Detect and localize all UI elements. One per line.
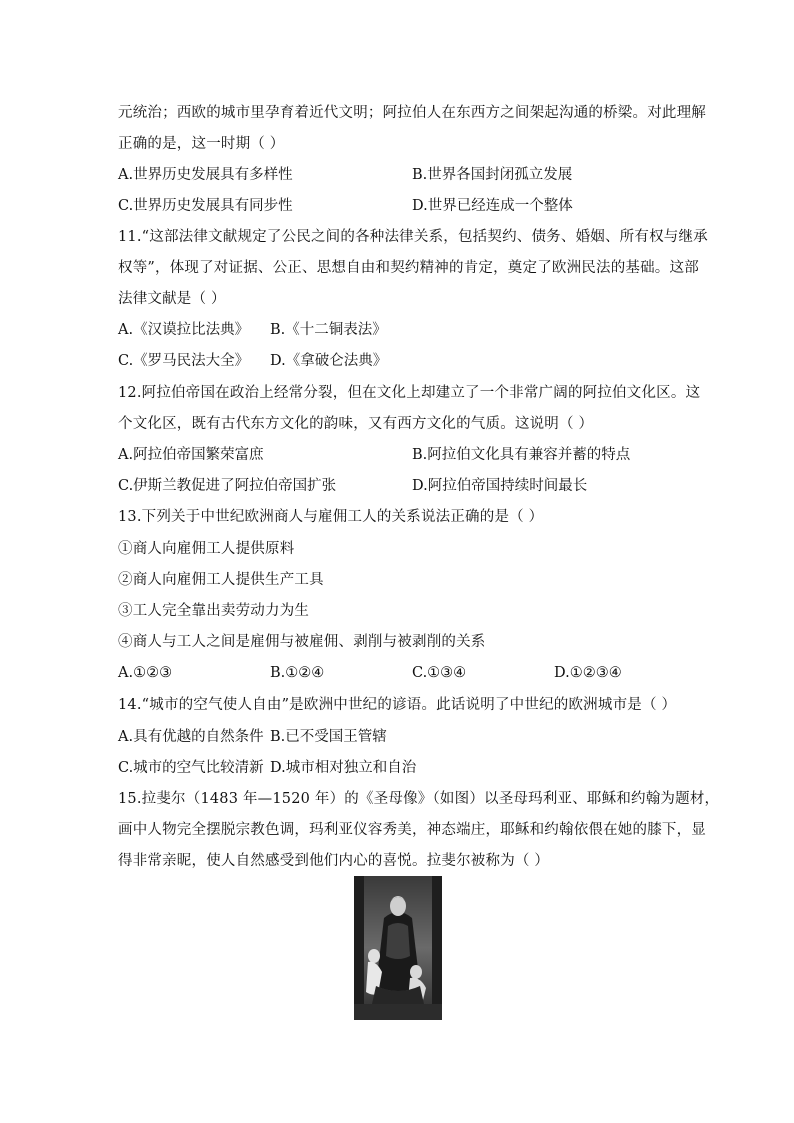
q11-option-b: B.《十二铜表法》 [270, 322, 387, 338]
q11-stem-line: 11.“这部法律文献规定了公民之间的各种法律关系，包括契约、债务、婚姻、所有权与继承 [118, 229, 708, 245]
q12-option-a: A.阿拉伯帝国繁荣富庶 [118, 447, 264, 463]
q13-option-c: C.①③④ [412, 665, 467, 681]
q14-stem: 14.“城市的空气使人自由”是欧洲中世纪的谚语。此话说明了中世纪的欧洲城市是（ ） [118, 697, 677, 713]
q13-item: ②商人向雇佣工人提供生产工具 [118, 572, 324, 588]
q12-option-c: C.伊斯兰教促进了阿拉伯帝国扩张 [118, 478, 337, 494]
q10-stem-line: 元统治；西欧的城市里孕育着近代文明；阿拉伯人在东西方之间架起沟通的桥梁。对此理解 [118, 105, 706, 121]
q14-option-b: B.已不受国王管辖 [270, 729, 387, 745]
q13-item: ③工人完全靠出卖劳动力为生 [118, 603, 310, 619]
q11-option-a: A.《汉谟拉比法典》 [118, 322, 250, 338]
q15-stem-line: 得非常亲昵，使人自然感受到他们内心的喜悦。拉斐尔被称为（ ） [118, 853, 550, 869]
q10-option-b: B.世界各国封闭孤立发展 [412, 167, 573, 183]
q14-option-c: C.城市的空气比较清新 [118, 760, 264, 776]
q13-item: ①商人向雇佣工人提供原料 [118, 541, 295, 557]
q12-stem-line: 个文化区，既有古代东方文化的韵味，又有西方文化的气质。这说明（ ） [118, 416, 594, 432]
madonna-painting-image [354, 876, 442, 1020]
q11-stem-line: 法律文献是（ ） [118, 291, 226, 307]
q13-item: ④商人与工人之间是雇佣与被雇佣、剥削与被剥削的关系 [118, 634, 486, 650]
q10-option-c: C.世界历史发展具有同步性 [118, 198, 293, 214]
q10-stem-line: 正确的是，这一时期（ ） [118, 136, 285, 152]
q13-option-b: B.①②④ [270, 665, 325, 681]
q11-option-c: C.《罗马民法大全》 [118, 353, 250, 369]
q10-option-d: D.世界已经连成一个整体 [412, 198, 573, 214]
q12-option-b: B.阿拉伯文化具有兼容并蓄的特点 [412, 447, 631, 463]
q12-option-d: D.阿拉伯帝国持续时间最长 [412, 478, 588, 494]
q13-option-d: D.①②③④ [554, 665, 622, 681]
q14-option-a: A.具有优越的自然条件 [118, 729, 264, 745]
q14-option-d: D.城市相对独立和自治 [270, 760, 417, 776]
q15-stem-line: 画中人物完全摆脱宗教色调，玛利亚仪容秀美，神态端庄，耶稣和约翰依偎在她的膝下，显 [118, 822, 706, 838]
q12-stem-line: 12.阿拉伯帝国在政治上经常分裂，但在文化上却建立了一个非常广阔的阿拉伯文化区。这 [118, 385, 701, 401]
q15-stem-line: 15.拉斐尔（1483 年—1520 年）的《圣母像》（如图）以圣母玛利亚、耶稣和约翰为题材， [118, 791, 720, 807]
q13-stem: 13.下列关于中世纪欧洲商人与雇佣工人的关系说法正确的是（ ） [118, 509, 544, 525]
q11-stem-line: 权等”，体现了对证据、公正、思想自由和契约精神的肯定，奠定了欧洲民法的基础。这部 [118, 260, 699, 276]
q13-option-a: A.①②③ [118, 665, 173, 681]
q10-option-a: A.世界历史发展具有多样性 [118, 167, 293, 183]
q11-option-d: D.《拿破仑法典》 [270, 353, 388, 369]
